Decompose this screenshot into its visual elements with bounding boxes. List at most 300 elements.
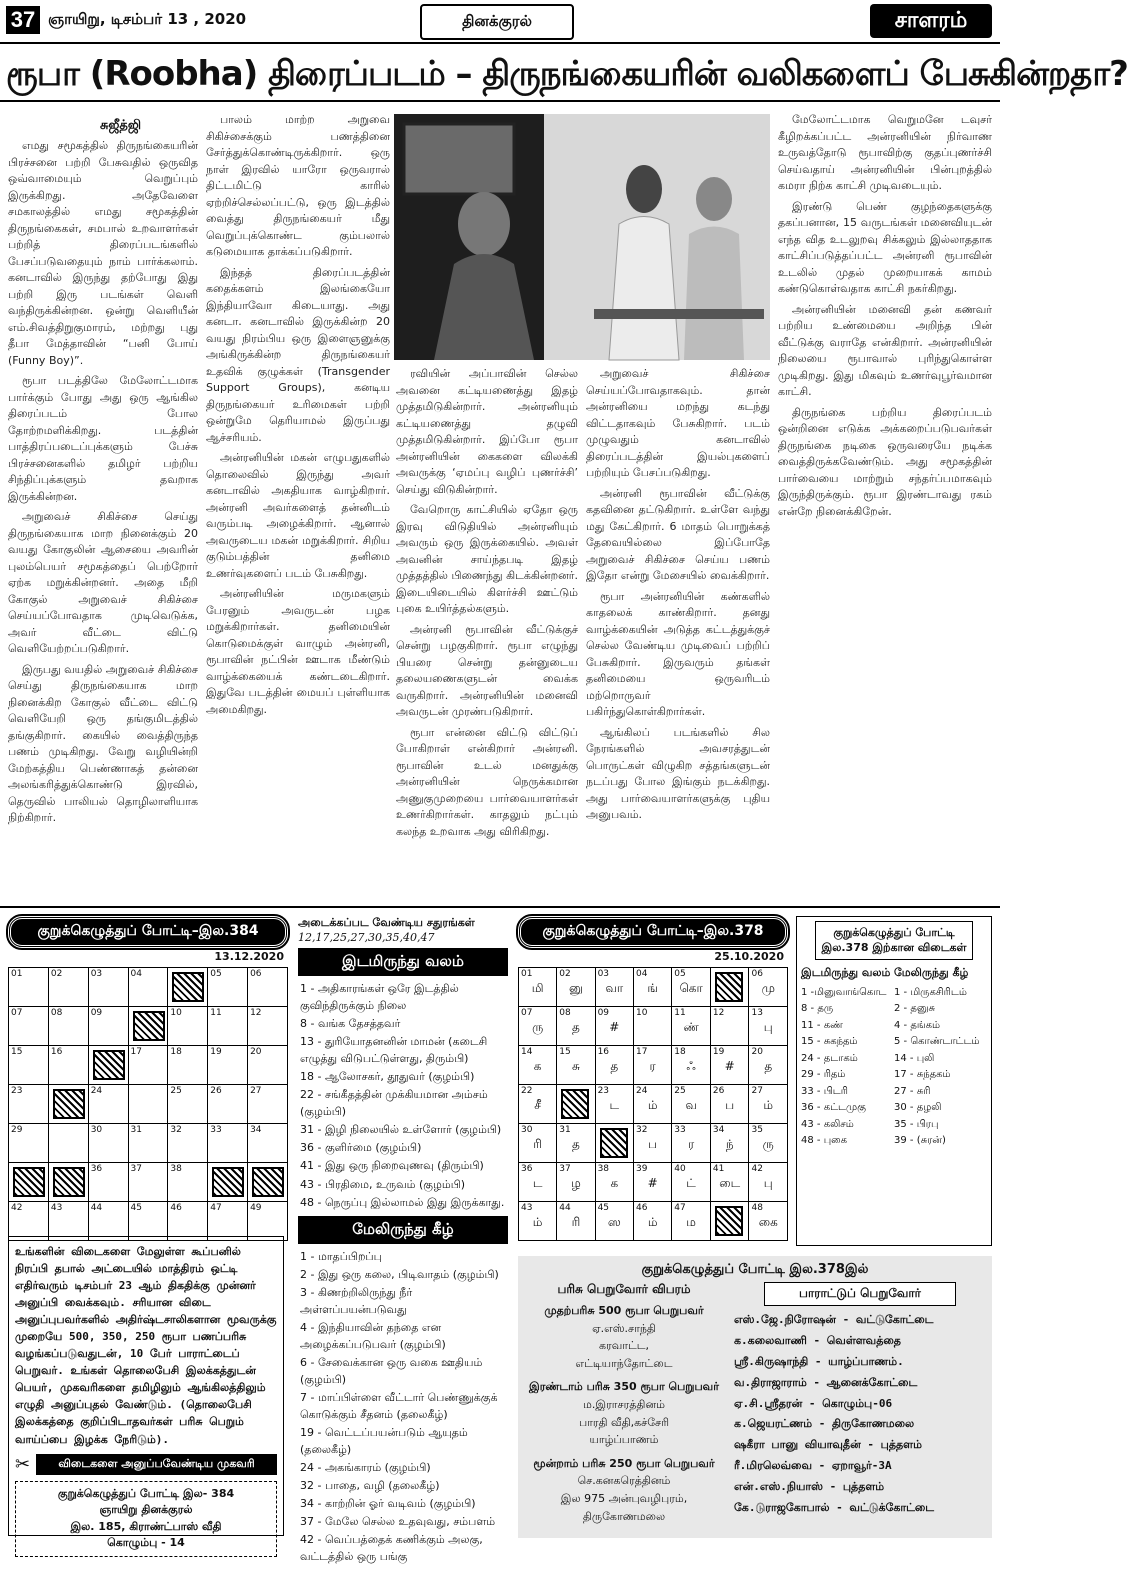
cell-letter: ம [686, 1215, 696, 1229]
crossword-cell[interactable] [9, 1046, 49, 1085]
crossword-cell [749, 1124, 788, 1163]
cell-number: 06 [250, 969, 262, 979]
answer-across: 36 - கட்டமுகு [801, 1102, 866, 1114]
cell-number: 45 [130, 1203, 142, 1213]
crossword-cell [519, 1046, 557, 1085]
answer-across: 8 - தரு [801, 1003, 834, 1015]
third-prize-line: திருகோணமலை [582, 1509, 666, 1523]
blocked-square-pattern [561, 1089, 589, 1119]
crossword-cell[interactable] [88, 1085, 128, 1124]
answers-down-list [894, 985, 987, 1150]
paragraph: ரவியின் அப்பாவின் செல்ல அவனை கட்டியணைத்து இதழ் முத்தமிடுகின்றார். அன்ரனியும் கட்டியணைத்து தழுவி முத்தமிடுகின்றார். இப்போ ரூபா அன்ரனியின் கைகளை விலக்கி அவருக்கு ‘ஏமப்பு வழிப் புணர்ச்சி’ செய்து விடுகின்றார். [396, 367, 578, 496]
crossword-cell[interactable] [208, 1046, 248, 1085]
crossword-cell [749, 1163, 788, 1202]
crossword-378-title: குறுக்கெழுத்துப் போட்டி–இல.378 [518, 916, 788, 948]
answer-across: 48 - புகை [801, 1135, 847, 1147]
answer-across: 11 - கண் [801, 1019, 843, 1031]
crossword-cell [519, 1163, 557, 1202]
cell-number: 10 [170, 1008, 182, 1018]
crossword-cell[interactable] [128, 1202, 168, 1241]
praise-entry: எஸ்.ஜே.நிரோஷன் - வட்டுகோட்டை [734, 1313, 934, 1326]
section-divider [0, 906, 1000, 908]
paragraph: அன்ரனியின் மருமகளும் பேரனும் அவருடன் பழக மறுக்கிறார்கள். தனிமையின் கொடுமைக்குள் வாழும் அன்ரனி, ரூபாவின் நட்பின் ஊடாக மீண்டும் வாழ்க்கையைக் கண்டடைகிறார். இதுவே படத்தின் மையப் புள்ளியாக அமைகிறது. [206, 587, 390, 716]
praise-entry: ரீ.மிரலெவ்வை - ஏறாவூர்-3A [734, 1459, 892, 1473]
cell-letter: ஸ [607, 1215, 621, 1229]
cell-number: 46 [636, 1203, 648, 1213]
winners-378-box [518, 1256, 992, 1538]
address-line: இல. 185, கிராண்ட்பாஸ் வீதி [70, 1519, 222, 1533]
crossword-378-date: 25.10.2020 [714, 950, 784, 963]
cell-number: 05 [210, 969, 222, 979]
crossword-378 [518, 916, 788, 1241]
clue-across: 22 - சங்கீதத்தின் முக்கியமான அம்சம் (குழம்பி) [300, 1088, 488, 1119]
crossword-cell [557, 1007, 595, 1046]
answer-down: 1 - மிருகசிரிடம் [894, 986, 967, 998]
praise-entry: க.ஜெயரட்ணம் - திருகோணமலை [734, 1417, 915, 1431]
cell-number: 02 [559, 969, 571, 979]
paragraph: ரூபா என்னை விட்டு விட்டுப் போகிறாள் என்கிறார் அன்ரனி. ரூபாவின் உடல் மனதுக்கு அன்ரனியின் நெருக்கமான அணுகுமுறையை பார்வையாளர்கள் உணர்கிறார்கள். காதலும் நட்பும் கலந்த உறவாக அது விரிகிறது. [396, 725, 578, 838]
blocked-square-pattern [252, 1167, 284, 1197]
crossword-cell[interactable] [208, 1202, 248, 1241]
cell-number: 40 [674, 1164, 686, 1174]
crossword-cell[interactable] [128, 1163, 168, 1202]
cell-number: 42 [751, 1164, 763, 1174]
cell-letter: த [610, 1059, 619, 1073]
crossword-cell[interactable] [128, 1046, 168, 1085]
cell-number: 03 [597, 969, 610, 979]
cell-letter: பு [763, 1020, 773, 1034]
cell-number: 27 [250, 1086, 262, 1096]
cell-number: 18 [674, 1047, 686, 1057]
crossword-cell[interactable] [168, 1085, 208, 1124]
cell-number: 45 [597, 1203, 610, 1213]
crossword-row [9, 1085, 288, 1124]
clue-down: 24 - அகங்காரம் (குழம்பி) [300, 1461, 431, 1475]
crossword-cell[interactable] [128, 1124, 168, 1163]
answers-title-line: இல.378 இற்கான விடைகள் [821, 941, 967, 955]
paragraph: ரூபா படத்திலே மேலோட்டமாக பார்க்கும் போது அது ஒரு ஆங்கில திரைப்படம் போல தோற்றமளிக்கிறது. படத்தின் பாத்திரப்படைப்புக்களும் பேச்சு பிரச்சனைகளில் தமிழர் பற்றிய சிந்திப்புக்களும் தவறாக இருக்கின்றன. [8, 374, 198, 503]
crossword-cell[interactable] [9, 1007, 49, 1046]
crossword-cell [672, 1085, 711, 1124]
second-prize-label: இரண்டாம் பரிசு 350 ரூபா பெறுபவர் [529, 1380, 719, 1394]
crossword-cell[interactable] [88, 1124, 128, 1163]
crossword-cell [634, 1007, 672, 1046]
crossword-cell [749, 1085, 788, 1124]
cell-letter: மு [761, 981, 775, 995]
crossword-cell [595, 1046, 633, 1085]
cell-number: 44 [90, 1203, 103, 1213]
third-prize-label: மூன்றாம் பரிசு 250 ரூபா பெறுபவர் [533, 1456, 715, 1470]
clue-down: 19 - வெட்டப்பயன்படும் ஆயுதம் (தலைகீழ்) [300, 1426, 468, 1457]
crossword-cell [595, 968, 633, 1007]
cell-number: 23 [597, 1086, 610, 1096]
crossword-cell [519, 1124, 557, 1163]
crossword-cell[interactable] [248, 1046, 288, 1085]
answer-down: 35 - பிரபு [894, 1118, 939, 1130]
answer-across: 1 -மினுவாங்கொட [801, 986, 887, 998]
crossword-cell[interactable] [48, 1046, 88, 1085]
crossword-cell [672, 968, 711, 1007]
first-prize-line: ஏ.எஸ்.சாந்தி [592, 1321, 656, 1335]
answers-title-line: குறுக்கெழுத்துப் போட்டி [833, 926, 955, 939]
cell-number: 07 [11, 1008, 23, 1018]
cell-number: 23 [11, 1086, 23, 1096]
answer-down: 2 - தனுசு [894, 1003, 935, 1015]
section-label: சாளரம் [870, 4, 992, 38]
cell-number: 38 [597, 1164, 610, 1174]
cell-number: 27 [751, 1086, 763, 1096]
crossword-cell[interactable] [168, 1163, 208, 1202]
crossword-cell[interactable] [88, 1202, 128, 1241]
crossword-cell[interactable] [9, 1202, 49, 1241]
cell-number: 09 [90, 1008, 103, 1018]
cell-number: 37 [130, 1164, 142, 1174]
cell-letter: க [610, 1176, 619, 1190]
article-column-3 [396, 366, 578, 898]
cell-letter: # [724, 1059, 735, 1073]
third-prize-line: செ.கனகரெத்தினம் [577, 1474, 671, 1488]
cell-number: 25 [674, 1086, 686, 1096]
cell-letter: பு [763, 1176, 773, 1190]
crossword-cell[interactable] [168, 1124, 208, 1163]
clue-down: 42 - வெப்பத்தைக் கணிக்கும் அலகு, வட்டத்தில் ஒரு பங்கு [300, 1533, 483, 1564]
crossword-cell [710, 1124, 749, 1163]
clues-down-list [298, 1244, 508, 1570]
clue-down: 4 - இந்தியாவின் தந்தை என அழைக்கப்படுபவர் (குழம்பி) [300, 1320, 446, 1351]
cell-number: 36 [90, 1164, 103, 1174]
cell-number: 37 [559, 1164, 571, 1174]
crossword-cell[interactable] [48, 968, 88, 1007]
clue-down: 6 - சேவைக்கான ஒரு வகை ஊதியம் (குழம்பி) [300, 1355, 483, 1386]
cell-number: 08 [50, 1008, 63, 1018]
winners-title: குறுக்கெழுத்துப் போட்டி இல.378இல் [641, 1262, 869, 1277]
cell-number: 20 [250, 1047, 262, 1057]
crossword-cell[interactable] [9, 1124, 49, 1163]
crossword-cell [710, 1163, 749, 1202]
crossword-row [9, 1124, 288, 1163]
cell-number: 19 [210, 1047, 222, 1057]
clue-across: 18 - ஆலோசகர், தூதுவர் (குழம்பி) [300, 1070, 475, 1084]
cell-number: 19 [712, 1047, 725, 1057]
cell-number: 39 [636, 1164, 648, 1174]
crossword-cell [749, 1007, 788, 1046]
clue-across: 36 - குளிர்மை (குழம்பி) [300, 1141, 422, 1155]
crossword-cell [710, 1085, 749, 1124]
crossword-cell[interactable] [208, 1124, 248, 1163]
clue-across: 48 - நெருப்பு இல்லாமல் இது இருக்காது. [300, 1195, 505, 1209]
paragraph: எமது சமூகத்தில் திருநங்கையரின் பிரச்சனை பற்றி பேசுவதில் ஒருவித ஒவ்வாமையும் வெறுப்பும் இருக்கிறது. அதேவேளை சமகாலத்தில் எமது சமூகத்தின் திருநங்கைகள், சமபால் உறவாளர்கள் பற்றித் திரைப்படங்களில் பேசப்படுவதையும் நாம் பார்க்கலாம். கனடாவில் இருந்து தற்போது இது பற்றி இரு படங்கள் வெளி வந்திருக்கின்றன. ஒன்று வெளியீன் எம்.சிவத்திறுகுமாரம், மற்றது புது தீபா மேத்தாவின் “பனி போய் (Funny Boy)”. [8, 139, 198, 367]
crossword-cell[interactable] [248, 1007, 288, 1046]
cell-number: 12 [250, 1008, 262, 1018]
blocked-square-pattern [53, 1167, 85, 1197]
cell-letter: ட [609, 1098, 620, 1112]
crossword-row [519, 1202, 788, 1241]
crossword-cell[interactable] [168, 1202, 208, 1241]
cell-letter: வ [685, 1098, 697, 1112]
paragraph: அன்ரனியின் மகன் எழுபதுகளில் தொலைவில் இருந்து அவர் கனடாவில் அகதியாக வாழ்கிறார். அன்ரனி அவர்களைத் தன்னிடம் வரும்படி அழைக்கிறார். ஆனால் அவருடைய மகன் மறுக்கிறார். சிறிய குடும்பத்தின் தனிமை உணர்வுகளைப் படம் பேசுகிறது. [206, 451, 390, 580]
page-number: 37 [6, 6, 40, 34]
crossword-cell[interactable] [168, 1007, 208, 1046]
winners-subtitle: பரிசு பெறுவோர் விபரம் [557, 1282, 691, 1296]
cell-number: 46 [170, 1203, 182, 1213]
cell-number: 34 [250, 1125, 262, 1135]
crossword-cell [710, 1007, 749, 1046]
cell-letter: ரு [532, 1020, 544, 1034]
crossword-cell [672, 1163, 711, 1202]
cell-number: 12 [712, 1008, 725, 1018]
cell-letter: த [572, 1020, 580, 1034]
cell-letter: ட் [686, 1176, 696, 1190]
paragraph: இரண்டு பெண் குழந்தைகளுக்கு தகப்பனான, 15 வருடங்கள் மனைவியுடன் எந்த வித உடலுறவு சிக்கலும் இல்லாததாக காட்சிப்படுத்தப்பட்ட அன்ரனி ரூபாவின் உடலில் முதல் முறையாகக் காமம் கண்டுகொள்வதாக காட்சி நகர்கிறது. [778, 199, 992, 295]
cell-letter: த [764, 1059, 773, 1073]
paragraph: வேறொரு காட்சியில் ஏதோ ஒரு இரவு விடுதியில் அன்ரனியும் அவரும் ஒரு இருக்கையில். அவள் அவனின் சாய்ந்தபடி இதழ் முத்தத்தில் பிணைந்து கிடக்கின்றனர். இடையிடையில் கிளர்ச்சி ஊட்டும் புகை உயிர்த்தல்களும். [396, 503, 578, 615]
crossword-cell [595, 1202, 633, 1241]
crossword-cell[interactable] [128, 1085, 168, 1124]
cell-letter: ம் [763, 1098, 774, 1112]
instructions-box [8, 1236, 284, 1550]
crossword-384 [8, 916, 288, 1241]
crossword-cell [634, 1124, 672, 1163]
crossword-cell [710, 1046, 749, 1085]
praise-entry: ஏ.சி.ஸ்ரீதரன் - கொழும்பு-06 [734, 1396, 893, 1410]
cell-number: 33 [674, 1125, 686, 1135]
answer-across: 33 - பிடரி [801, 1085, 848, 1097]
paragraph: அறுவைச் சிகிச்சை செய்து திருநங்கையாக மாற நினைக்கும் 20 வயது கோகுலின் ஆசையை அவரின் புலம்பெயர் சமூகத்தைப் பெற்றோர் ஏற்க மறுக்கின்றனர். அதை மீறி கோகுல் அறுவைச் சிகிச்சை செய்யப்போவதாக முடிவெடுக்க, அவர் வீட்டை விட்டு வெளியேற்றப்படுகிறார். [8, 510, 198, 655]
clue-down: 7 - மாப்பிள்ளை வீட்டார் பெண்ணுக்குக் கொடுக்கும் சீதனம் (தலைகீழ்) [300, 1390, 498, 1422]
blocked-square-pattern [715, 1206, 743, 1236]
cell-letter: ந் [725, 1137, 734, 1151]
newspaper-logo: தினக்குரல் [420, 4, 574, 40]
article-column-1 [8, 138, 198, 898]
crossword-cell[interactable] [208, 1007, 248, 1046]
praise-list-panel [724, 1282, 986, 1525]
crossword-cell [557, 1124, 595, 1163]
praise-entry: என்.எஸ்.நியாஸ் - புத்தளம் [734, 1480, 885, 1494]
crossword-cell [595, 1007, 633, 1046]
cell-number: 32 [636, 1125, 648, 1135]
cell-letter: த [572, 1137, 580, 1151]
cell-number: 32 [170, 1125, 182, 1135]
cell-number: 13 [751, 1008, 763, 1018]
crossword-cell[interactable] [128, 968, 168, 1007]
paragraph: இருபது வயதில் அறுவைச் சிகிச்சை செய்து திருநங்கையாக மாற நினைக்கிற கோகுல் வீட்டை விட்டு வெளியேறி ஒரு தங்குமிடத்தில் தங்குகிறார். கையில் வைத்திருந்த பணம் முடிகிறது. வேறு வழியின்றி மேற்கத்திய பெண்ணாகத் தன்னை அலங்கரித்துக்கொண்டு இரவில், தெருவில் பாலியல் தொழிலாளியாக நிற்கிறார். [8, 662, 198, 824]
cell-letter: ட [532, 1176, 543, 1190]
blocked-square [595, 1124, 633, 1163]
cell-letter: டை [719, 1176, 741, 1190]
blocked-square-pattern [600, 1128, 628, 1158]
cell-letter: ஃ [686, 1059, 696, 1073]
crossword-cell[interactable] [48, 1124, 88, 1163]
cell-number: 22 [521, 1086, 533, 1096]
clue-down: 1 - மாதப்பிறப்பு [300, 1249, 382, 1263]
article-column-2 [206, 112, 390, 898]
crossword-cell [557, 1202, 595, 1241]
crossword-cell[interactable] [88, 1163, 128, 1202]
paragraph: ரூபா அன்ரனியின் கண்களில் காதலைக் காண்கிறார். தனது வாழ்க்கையின் அடுத்த கட்டத்துக்குச் செல்ல வேண்டிய முடிவைப் பற்றிப் பேசுகிறார். இருவரும் தங்கள் தனிமையை ஒருவரிடம் மற்றொருவர் பகிர்ந்துகொள்கிறார்கள். [586, 589, 770, 718]
cell-letter: ம் [647, 1098, 658, 1112]
cell-number: 24 [636, 1086, 648, 1096]
second-prize-line: ம.இராசரத்தினம் [583, 1397, 665, 1411]
cell-letter: ம் [532, 1215, 543, 1229]
crossword-cell [519, 1007, 557, 1046]
blocked-square-pattern [212, 1167, 244, 1197]
crossword-cell [519, 1085, 557, 1124]
blocked-square-pattern [133, 1011, 165, 1041]
clue-across: 43 - பிரதிமை, உருவம் (குழம்பி) [300, 1177, 466, 1191]
cell-number: 36 [521, 1164, 533, 1174]
cell-number: 18 [170, 1047, 182, 1057]
address-line: ஞாயிறு தினக்குரல் [99, 1503, 193, 1517]
first-prize-label: முதற்பரிசு 500 ரூபா பெறுபவர் [544, 1304, 704, 1317]
crossword-cell[interactable] [48, 1202, 88, 1241]
clue-across: 31 - இழி நிலையில் உள்ளோர் (குழம்பி) [300, 1123, 502, 1137]
cell-number: 30 [90, 1125, 103, 1135]
answers-378-box [796, 916, 992, 1246]
crossword-378-grid [518, 967, 788, 1241]
crossword-cell [749, 1202, 788, 1241]
cell-number: 42 [11, 1203, 23, 1213]
praise-entry: ஷகீரா பானு வியாவுதீன் - புத்தளம் [734, 1438, 922, 1452]
crossword-cell[interactable] [168, 1046, 208, 1085]
cell-letter: ர [687, 1137, 695, 1151]
crossword-cell[interactable] [248, 968, 288, 1007]
answer-across: 43 - கலிசம் [801, 1118, 854, 1130]
cell-number: 01 [521, 969, 533, 979]
cell-number: 11 [210, 1008, 222, 1018]
crossword-row [519, 968, 788, 1007]
answers-378-title [815, 921, 973, 960]
blocked-square [557, 1085, 595, 1124]
cell-number: 15 [559, 1047, 571, 1057]
cell-letter: ரி [533, 1137, 542, 1151]
answer-down: 14 - புலி [894, 1052, 935, 1064]
article-byline: சுஜீத்ஜி [100, 118, 142, 133]
cell-number: 05 [674, 969, 686, 979]
crossword-384-grid[interactable] [8, 967, 288, 1241]
answers-down-title: மேலிருந்து கீழ் [894, 965, 969, 979]
cell-letter: ரி [571, 1215, 581, 1229]
crossword-cell[interactable] [248, 1085, 288, 1124]
cell-letter: ழ [571, 1176, 581, 1190]
clues-across-title: இடமிருந்து வலம் [298, 948, 508, 976]
cell-number: 11 [674, 1008, 686, 1018]
crossword-cell[interactable] [208, 968, 248, 1007]
blocked-square [710, 1202, 749, 1241]
praise-entry: ஸ்ரீ.கிருஷாந்தி - யாழ்ப்பாணம். [734, 1354, 904, 1368]
paragraph: அன்ரனியின் மனைவி தன் கணவர் பற்றிய உண்மையை அறிந்த பின் வீட்டுக்கு வராதே என்கிறார். அன்ரனியின் நிலையை ரூபாவால் புரிந்துகொள்ள முடிகிறது. இது மிகவும் உணர்வுபூர்வமான காட்சி. [778, 302, 992, 398]
answers-across-title: இடமிருந்து வலம் [801, 965, 891, 979]
cell-number: 41 [712, 1164, 725, 1174]
cell-letter: கொ [679, 981, 703, 995]
cell-number: 31 [559, 1125, 571, 1135]
blocked-square [710, 968, 749, 1007]
blocked-square-pattern [13, 1167, 45, 1197]
praise-entry: கே.டுராஜகோபால் - வட்டுக்கோட்டை [734, 1501, 935, 1515]
cell-number: 49 [250, 1203, 262, 1213]
blocked-square [248, 1163, 288, 1202]
crossword-row [9, 1163, 288, 1202]
crossword-cell[interactable] [88, 968, 128, 1007]
praise-entry: வ.திராஜாராம் - ஆனைக்கோட்டை [734, 1375, 918, 1389]
clues-panel [298, 916, 508, 1564]
cell-number: 09 [597, 1008, 610, 1018]
paragraph: அறுவைச் சிகிச்சை செய்யப்போவதாகவும். தான் அன்ரனியை மறந்து கடந்து விட்டதாகவும் பேசுகிறார். படம் முழுவதும் கனடாவில் திரைப்படத்தின் இயல்புகளைப் பற்றியும் பேசப்படுகிறது. [586, 367, 770, 479]
crossword-384-title: குறுக்கெழுத்துப் போட்டி–இல.384 [8, 916, 288, 948]
crossword-cell[interactable] [208, 1085, 248, 1124]
crossword-cell [634, 1163, 672, 1202]
cell-letter: னு [568, 981, 583, 995]
cell-number: 26 [712, 1086, 725, 1096]
cell-letter: # [647, 1176, 658, 1190]
answer-down: 17 - சுந்தகம் [894, 1069, 951, 1081]
blocked-square [48, 1163, 88, 1202]
second-prize-line: யாழ்ப்பாணம் [589, 1433, 659, 1447]
address-label-row [15, 1454, 277, 1475]
blocked-squares-label: அடைக்கப்பட வேண்டிய சதுரங்கள் [298, 916, 475, 929]
crossword-cell[interactable] [88, 1007, 128, 1046]
clues-across-list [298, 976, 508, 1216]
cell-number: 43 [50, 1203, 63, 1213]
answer-down: 5 - கொண்டாட்டம் [894, 1036, 980, 1048]
paragraph: ஆங்கிலப் படங்களில் சில நேரங்களில் அவசரத்துடன் பொருட்கள் விழுகிற சத்தங்களுடன் நடப்பது போல இங்கும் நடக்கிறது. அது பார்வையாளர்களுக்கு புதிய அனுபவம். [586, 725, 770, 821]
cell-number: 35 [751, 1125, 763, 1135]
cell-number: 07 [521, 1008, 533, 1018]
cell-number: 16 [50, 1047, 63, 1057]
cell-number: 04 [130, 969, 142, 979]
crossword-cell[interactable] [48, 1007, 88, 1046]
crossword-cell [672, 1124, 711, 1163]
paragraph: திருநங்கை பற்றிய திரைப்படம் ஒன்றினை எடுக்க அக்கறைப்படுபவர்கள் திருநங்கை நடிகை ஒருவரையே நடிக்க வைத்திருக்கவேண்டும். அது சமூகத்தின் பார்வையை மாற்றும் சந்தர்ப்பமாகவும் இருந்திருக்கும். ரூபா இரண்டாவது ரகம் என்றே நினைக்கிறேன். [778, 405, 992, 518]
cell-number: 33 [210, 1125, 222, 1135]
clue-across: 1 - அதிகாரங்கள் ஒரே இடத்தில் குவிந்திருக்கும் நிலை [300, 982, 459, 1013]
cell-number: 20 [751, 1047, 763, 1057]
cell-number: 06 [751, 969, 763, 979]
answer-down: 39 - (சுரன்) [894, 1135, 946, 1147]
mailing-address [15, 1481, 277, 1557]
crossword-cell [634, 1046, 672, 1085]
blocked-square-pattern [53, 1089, 85, 1119]
crossword-cell[interactable] [248, 1202, 288, 1241]
blocked-square [9, 1163, 49, 1202]
crossword-cell[interactable] [9, 968, 49, 1007]
blocked-square [208, 1163, 248, 1202]
crossword-cell[interactable] [248, 1124, 288, 1163]
crossword-row [9, 968, 288, 1007]
cell-letter: க [533, 1059, 542, 1073]
second-prize-line: பாரதி வீதி,கச்சேரி [578, 1415, 670, 1429]
crossword-cell [557, 1046, 595, 1085]
cell-number: 48 [751, 1203, 763, 1213]
blocked-square [48, 1085, 88, 1124]
cell-letter: # [609, 1020, 620, 1034]
answer-down: 30 - தழலி [894, 1102, 942, 1114]
crossword-row [9, 1007, 288, 1046]
blocked-square [168, 968, 208, 1007]
crossword-cell [595, 1085, 633, 1124]
blocked-square-pattern [715, 972, 743, 1002]
crossword-cell[interactable] [9, 1085, 49, 1124]
answer-down: 4 - தங்கம் [894, 1019, 941, 1031]
crossword-row [519, 1046, 788, 1085]
paragraph: மேலோட்டமாக வெறுமனே டவுசர் கீழிறக்கப்பட்ட அன்ரனியின் நிர்வாண உருவத்தோடு ரூபாவிற்கு குதப்புணர்ச்சி செய்வதாய் அன்ரனியின் பின்புறத்தில் கமரா நிற்க காட்சி முடிவடையும். [778, 113, 992, 192]
cell-number: 47 [674, 1203, 686, 1213]
scissors-icon: ✂ [15, 1453, 31, 1475]
cell-letter: ர [649, 1059, 656, 1073]
answer-across: 29 - ரிதம் [801, 1069, 846, 1081]
cell-number: 30 [521, 1125, 533, 1135]
answers-lists [801, 985, 987, 1150]
cell-number: 47 [210, 1203, 222, 1213]
